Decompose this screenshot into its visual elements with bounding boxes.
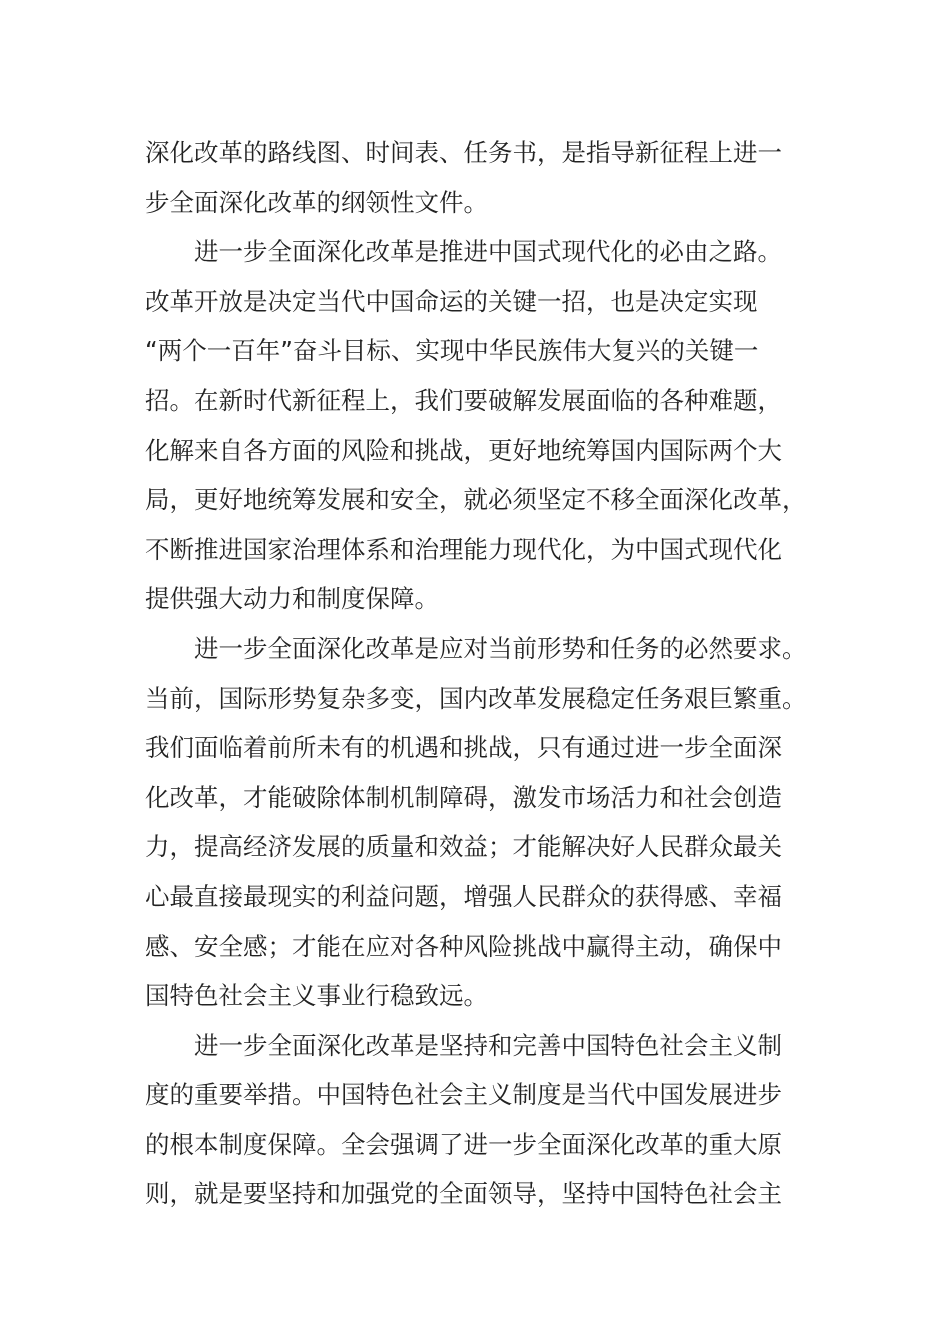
text-line: 国特色社会主义事业行稳致远。	[145, 981, 488, 1011]
text-line: 感、安全感；才能在应对各种风险挑战中赢得主动，确保中	[145, 931, 782, 961]
text-line: “两个一百年”奋斗目标、实现中华民族伟大复兴的关键一	[145, 336, 759, 366]
text-line: 深化改革的路线图、时间表、任务书，是指导新征程上进一	[145, 138, 782, 167]
text-line: 力，提高经济发展的质量和效益；才能解决好人民群众最关	[145, 832, 782, 862]
document-body	[145, 128, 810, 1219]
text-line: 我们面临着前所未有的机遇和挑战，只有通过进一步全面深	[145, 733, 782, 763]
text-line: 当前，国际形势复杂多变，国内改革发展稳定任务艰巨繁重。	[145, 683, 807, 713]
text-line: 则，就是要坚持和加强党的全面领导，坚持中国特色社会主	[145, 1179, 782, 1209]
text-line: 提供强大动力和制度保障。	[145, 584, 439, 614]
text-line: 度的重要举措。中国特色社会主义制度是当代中国发展进步	[145, 1080, 782, 1110]
text-line: 步全面深化改革的纲领性文件。	[145, 187, 488, 217]
paragraph-first-line: 进一步全面深化改革是推进中国式现代化的必由之路。	[194, 237, 782, 267]
text-line: 化解来自各方面的风险和挑战，更好地统筹国内国际两个大	[145, 435, 782, 465]
paragraph-first-line: 进一步全面深化改革是坚持和完善中国特色社会主义制	[194, 1030, 782, 1060]
text-line: 的根本制度保障。全会强调了进一步全面深化改革的重大原	[145, 1129, 782, 1159]
text-line: 不断推进国家治理体系和治理能力现代化，为中国式现代化	[145, 534, 782, 564]
text-line: 化改革，才能破除体制机制障碍，激发市场活力和社会创造	[145, 782, 782, 812]
paragraph-first-line: 进一步全面深化改革是应对当前形势和任务的必然要求。	[194, 633, 807, 663]
text-line: 心最直接最现实的利益问题，增强人民群众的获得感、幸福	[145, 881, 782, 911]
text-line: 局，更好地统筹发展和安全，就必须坚定不移全面深化改革，	[145, 485, 807, 515]
text-line: 改革开放是决定当代中国命运的关键一招，也是决定实现	[145, 286, 758, 316]
text-line: 招。在新时代新征程上，我们要破解发展面临的各种难题，	[145, 385, 782, 415]
